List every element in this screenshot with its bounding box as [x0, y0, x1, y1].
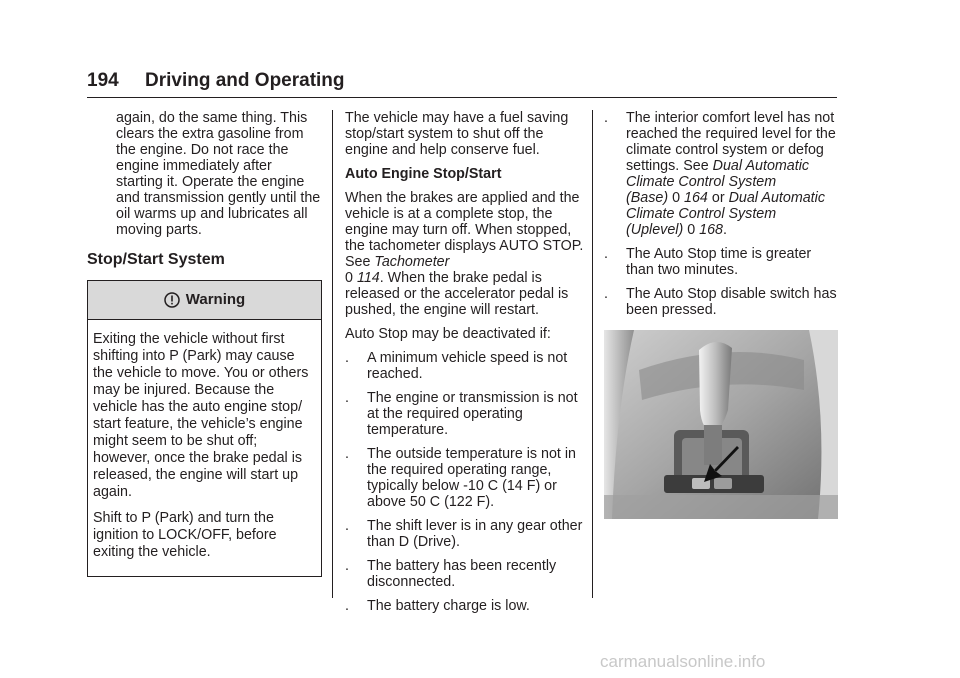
- paragraph: When the brakes are applied and the vehicle is at a complete stop, the engine may turn off. When stopped, the tachometer displays AUTO STOP. See Tachometer 0 114. When the brake pedal is released or the accelerator pedal is pushed, the engine will restart.: [345, 190, 584, 318]
- bullet-icon: .: [345, 350, 349, 366]
- page-ref-icon: 0: [672, 190, 681, 206]
- paragraph: Auto Stop may be deactivated if:: [345, 326, 551, 342]
- column-1: [87, 110, 322, 577]
- warning-paragraph: Shift to P (Park) and turn the ignition to LOCK/OFF, before exiting the vehicle.: [93, 510, 277, 560]
- bullet-icon: .: [345, 446, 349, 462]
- warning-paragraph: Exiting the vehicle without first shifting into P (Park) may cause the vehicle to move. You or others may be injured. Because the vehicle has the auto engine stop/ start feature, the vehicle’s engine might seem to be shut off; however, once the brake pedal is released, the engine will start up again.: [93, 331, 309, 500]
- cross-reference-link[interactable]: Dual Automatic Climate Control System (Base): [626, 158, 810, 206]
- intro-paragraph: again, do the same thing. This clears the extra gasoline from the engine. Do not race the engine immediately after starting it. Operate the engine and transmission gently until the oil warms up and lubricates all moving parts.: [116, 110, 321, 238]
- warning-body: [88, 320, 321, 576]
- bullet-icon: .: [345, 390, 349, 406]
- paragraph: The vehicle may have a fuel saving stop/start system to shut off the engine and help conserve fuel.: [345, 110, 569, 158]
- cross-reference-link[interactable]: Dual Automatic Climate Control System (Uplevel): [626, 190, 825, 238]
- bullet-icon: .: [345, 598, 349, 614]
- watermark: carmanualsonline.info: [600, 652, 766, 671]
- page-ref-icon: 0: [687, 222, 696, 238]
- section-heading: Stop/Start System: [87, 251, 225, 268]
- list-item: . The engine or transmission is not at the required operating temperature.: [345, 390, 578, 438]
- column-3: [604, 110, 840, 326]
- list-item: . The battery has been recently disconnected.: [345, 558, 557, 590]
- warning-icon: [164, 292, 180, 308]
- list-item: . The interior comfort level has not reached the required level for the climate control system or defog settings. See Dual Automatic Climate Control System (Base) 0 164 or Dual Automatic Climate Control System (Uplevel) 0 168.: [604, 110, 836, 238]
- warning-box: [87, 280, 322, 577]
- header-rule: [87, 97, 837, 98]
- page-reference[interactable]: 164: [684, 190, 708, 206]
- bullet-icon: .: [604, 246, 608, 262]
- column-divider: [332, 110, 333, 598]
- bullet-icon: .: [604, 110, 608, 126]
- subheading: Auto Engine Stop/Start: [345, 166, 502, 182]
- page-reference[interactable]: 114: [356, 270, 380, 286]
- shift-lever-photo: [604, 330, 838, 519]
- cross-reference-link[interactable]: Tachometer: [374, 254, 450, 270]
- list-item: . The battery charge is low.: [345, 598, 530, 614]
- column-2: [345, 110, 585, 622]
- column-divider: [592, 110, 593, 598]
- warning-title: Warning: [185, 291, 246, 308]
- bullet-icon: .: [345, 558, 349, 574]
- list-item: . A minimum vehicle speed is not reached.: [345, 350, 568, 382]
- list-item: . The Auto Stop disable switch has been pressed.: [604, 286, 837, 318]
- bullet-icon: .: [604, 286, 608, 302]
- list-item: . The shift lever is in any gear other than D (Drive).: [345, 518, 583, 550]
- page-reference[interactable]: 168: [699, 222, 723, 238]
- page-number: 194: [87, 70, 119, 91]
- page-header: [87, 70, 837, 94]
- bullet-icon: .: [345, 518, 349, 534]
- page-ref-icon: 0: [345, 270, 353, 286]
- page-title: Driving and Operating: [145, 70, 345, 91]
- list-item: . The Auto Stop time is greater than two minutes.: [604, 246, 812, 278]
- list-item: . The outside temperature is not in the required operating range, typically below -10 C (14 F) or above 50 C (122 F).: [345, 446, 577, 510]
- warning-header: [88, 281, 321, 320]
